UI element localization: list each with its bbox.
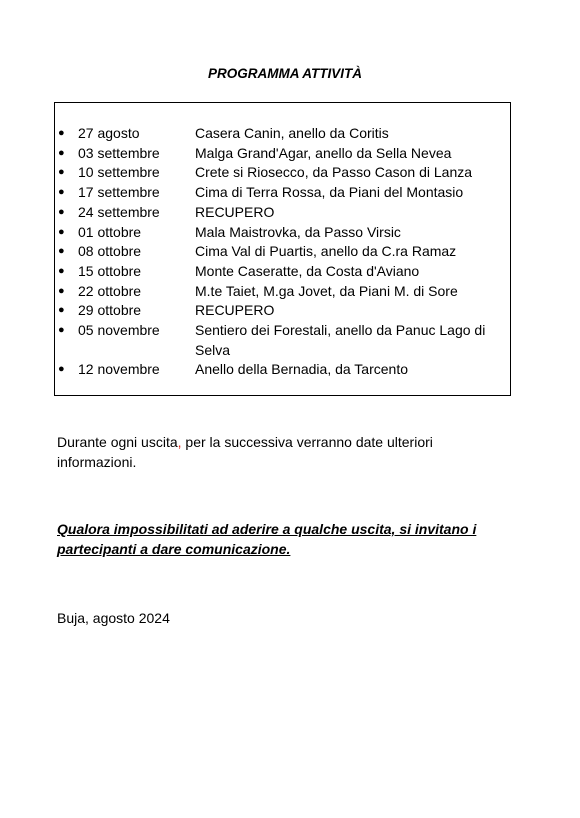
bullet-icon: ●: [58, 166, 65, 179]
bullet-icon: ●: [58, 127, 65, 139]
schedule-date: 08 ottobre: [78, 243, 142, 260]
schedule-activity: M.te Taiet, M.ga Jovet, da Piani M. di Sore: [195, 282, 458, 299]
schedule-activity: Sentiero dei Forestali, anello da Panuc Lago di Selva: [195, 322, 486, 358]
schedule-activity: RECUPERO: [195, 203, 275, 220]
schedule-activity: Monte Caseratte, da Costa d'Aviano: [195, 262, 420, 279]
place-date: Buja, agosto 2024: [57, 610, 170, 626]
schedule-date: 15 ottobre: [78, 262, 142, 279]
schedule-activity: Malga Grand'Agar, anello da Sella Nevea: [195, 144, 452, 161]
schedule-date: 22 ottobre: [78, 282, 142, 299]
schedule-date: 10 settembre: [78, 164, 160, 181]
bullet-icon: ●: [58, 225, 65, 238]
schedule-item: [55, 183, 510, 203]
bullet-icon: ●: [58, 205, 65, 218]
schedule-activity: Crete si Riosecco, da Passo Cason di Lanza: [195, 164, 473, 181]
schedule-item: [55, 223, 510, 243]
notice-text: Qualora impossibilitati ad aderire a qualche uscita, si invitano i partecipanti a dare comunicazione.: [57, 521, 477, 557]
schedule-item: [55, 301, 510, 321]
schedule-item: [55, 282, 510, 302]
schedule-activity: Mala Maistrovka, da Passo Virsic: [195, 223, 401, 240]
schedule-item: [55, 360, 510, 380]
schedule-date: 12 novembre: [78, 361, 160, 378]
schedule-box: [54, 102, 511, 396]
schedule-list: [55, 124, 510, 380]
document-title: PROGRAMMA ATTIVITÀ: [208, 66, 362, 81]
bullet-icon: ●: [58, 284, 65, 297]
bullet-icon: ●: [58, 186, 65, 199]
schedule-item: [55, 262, 510, 282]
schedule-item: [55, 321, 510, 360]
schedule-item: [55, 203, 510, 223]
bullet-icon: ●: [58, 324, 65, 337]
schedule-item: [55, 144, 510, 164]
bullet-icon: ●: [58, 264, 65, 277]
schedule-activity: Anello della Bernadia, da Tarcento: [195, 361, 409, 378]
schedule-date: 17 settembre: [78, 184, 160, 201]
bullet-icon: ●: [58, 304, 65, 317]
schedule-item: [55, 163, 510, 183]
schedule-date: 01 ottobre: [78, 223, 142, 240]
schedule-activity: Casera Canin, anello da Coritis: [195, 125, 389, 141]
schedule-activity: RECUPERO: [195, 302, 275, 319]
paragraph-text-start: Durante ogni uscita: [57, 434, 178, 450]
paragraph-text-end: per la successiva verranno date ulteriori informazioni.: [57, 434, 433, 470]
bullet-icon: ●: [58, 146, 65, 159]
bullet-icon: ●: [58, 245, 65, 258]
schedule-item: [55, 242, 510, 262]
schedule-activity: Cima Val di Puartis, anello da C.ra Ramaz: [195, 243, 457, 260]
schedule-date: 24 settembre: [78, 203, 160, 220]
schedule-date: 03 settembre: [78, 144, 160, 161]
info-paragraph: [57, 433, 497, 472]
bullet-icon: ●: [58, 363, 65, 376]
schedule-item: [55, 124, 510, 144]
schedule-date: 27 agosto: [78, 125, 140, 141]
schedule-date: 29 ottobre: [78, 302, 142, 319]
schedule-activity: Cima di Terra Rossa, da Piani del Montasio: [195, 184, 464, 201]
paragraph-comma: ,: [177, 434, 182, 450]
schedule-date: 05 novembre: [78, 322, 160, 339]
